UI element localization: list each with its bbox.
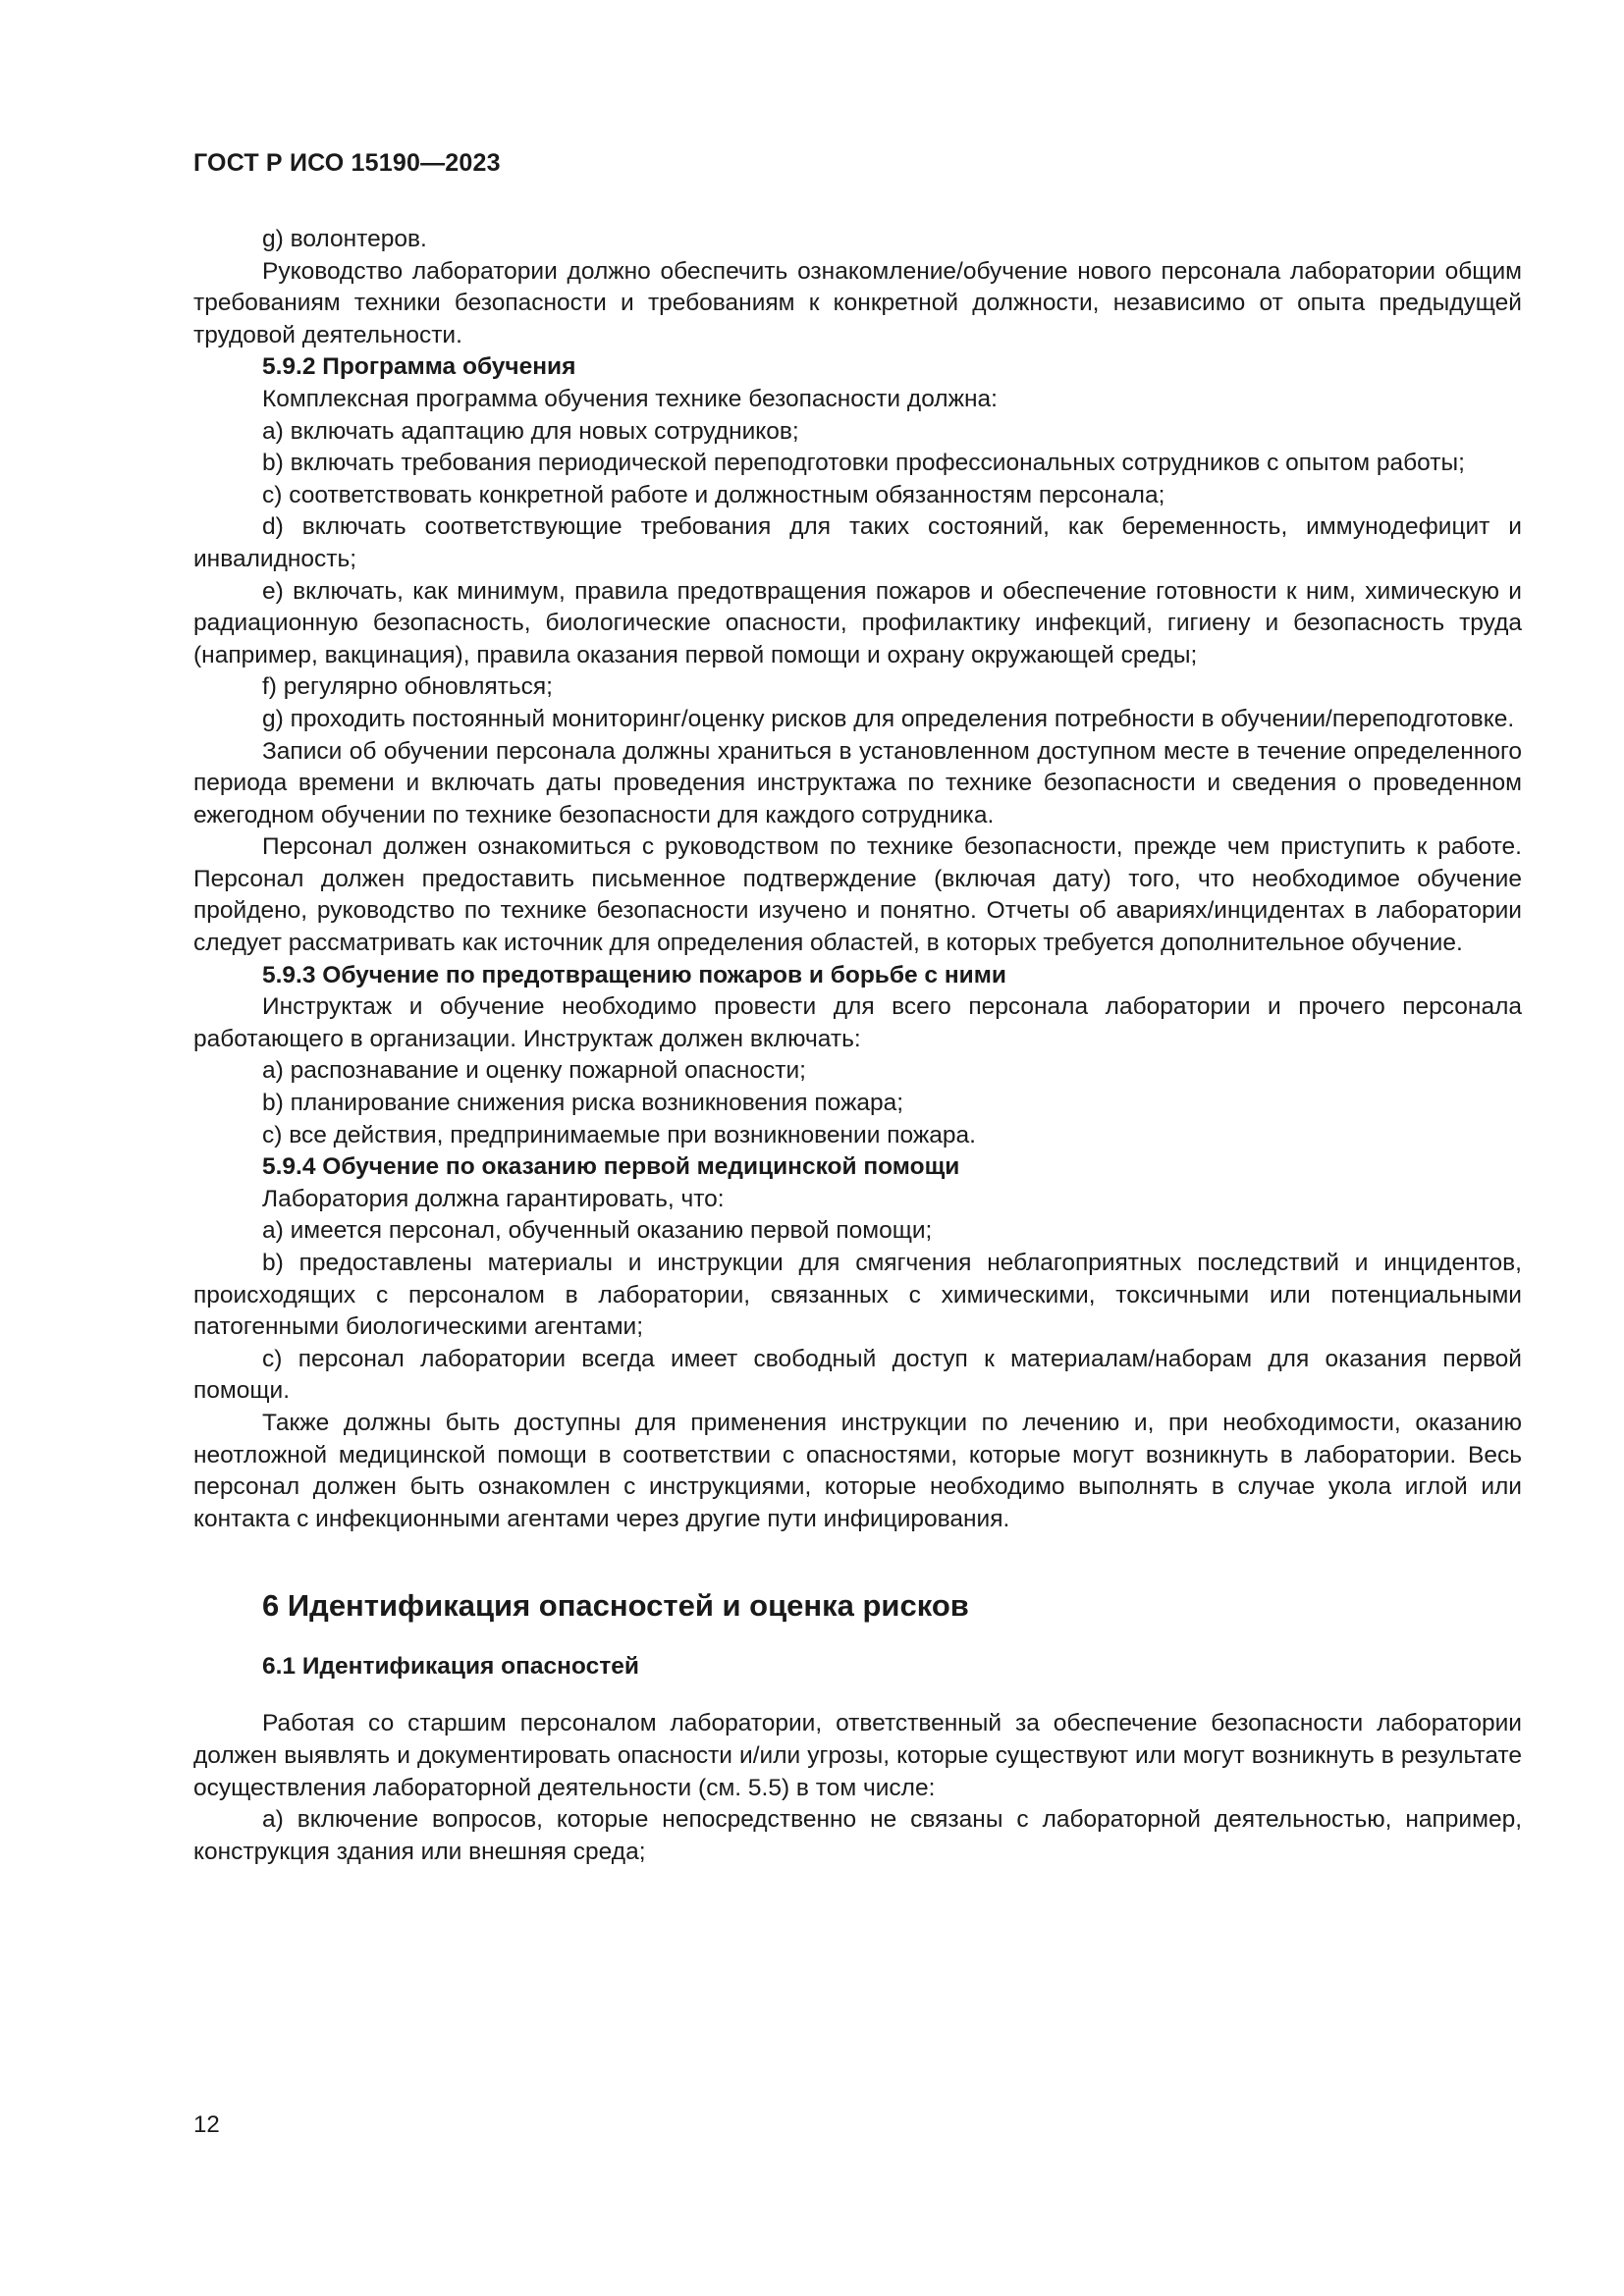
document-body	[193, 224, 1522, 1868]
list-item-g-volunteers: g) волонтеров.	[262, 226, 427, 252]
list-item: a) включение вопросов, которые непосредственно не связаны с лабораторной деятельностью, например, конструкция здания или внешняя среда;	[193, 1806, 1522, 1865]
list-item: a) распознавание и оценку пожарной опасности;	[262, 1057, 806, 1085]
paragraph: Записи об обучении персонала должны храниться в установленном доступном месте в течение определенного периода времени и включать даты проведения инструктажа по технике безопасности и сведения о проведенном ежегодном обучении по технике безопасности для каждого сотрудника.	[193, 737, 1522, 828]
list-item: c) персонал лаборатории всегда имеет свободный доступ к материалам/наборам для оказания первой помощи.	[193, 1345, 1522, 1405]
list-item: a) имеется персонал, обученный оказанию первой помощи;	[262, 1217, 933, 1245]
subsection-heading-5-9-3: 5.9.3 Обучение по предотвращению пожаров и борьбе с ними	[262, 961, 1006, 988]
paragraph: Работая со старшим персоналом лаборатории, ответственный за обеспечение безопасности лаборатории должен выявлять и документировать опасности и/или угрозы, которые существуют или могут возникнуть в результате осуществления лабораторной деятельности (см. 5.5) в том числе:	[193, 1710, 1522, 1801]
page-number: 12	[193, 2111, 220, 2138]
subsection-heading-5-9-4: 5.9.4 Обучение по оказанию первой медицинской помощи	[262, 1153, 960, 1181]
paragraph: Инструктаж и обучение необходимо провести для всего персонала лаборатории и прочего персонала работающего в организации. Инструктаж должен включать:	[193, 993, 1522, 1052]
list-item: a) включать адаптацию для новых сотрудников;	[262, 417, 799, 445]
document-header: ГОСТ Р ИСО 15190—2023	[193, 149, 501, 177]
paragraph: Лаборатория должна гарантировать, что:	[262, 1185, 725, 1212]
list-item: e) включать, как минимум, правила предотвращения пожаров и обеспечение готовности к ним, химическую и радиационную безопасность, биологические опасности, профилактику инфекций, гигиену и безопасность труда (например, вакцинация), правила оказания первой помощи и охрану окружающей среды;	[193, 577, 1522, 668]
subsection-heading-6-1: 6.1 Идентификация опасностей	[262, 1653, 639, 1681]
section-heading-6: 6 Идентификация опасностей и оценка рисков	[262, 1588, 969, 1624]
list-item: f) регулярно обновляться;	[262, 673, 553, 701]
paragraph: Персонал должен ознакомиться с руководством по технике безопасности, прежде чем приступить к работе. Персонал должен предоставить письменное подтверждение (включая дату) того, что необходимое обучение пройдено, руководство по технике безопасности изучено и понятно. Отчеты об авариях/инцидентах в лаборатории следует рассматривать как источник для определения областей, в которых требуется дополнительное обучение.	[193, 833, 1522, 957]
list-item: b) включать требования периодической переподготовки профессиональных сотрудников с опытом работы;	[262, 450, 1465, 477]
paragraph: Руководство лаборатории должно обеспечить ознакомление/обучение нового персонала лаборатории общим требованиям техники безопасности и требованиям к конкретной должности, независимо от опыта предыдущей трудовой деятельности.	[193, 257, 1522, 348]
subsection-heading-5-9-2: 5.9.2 Программа обучения	[262, 353, 576, 381]
list-item: g) проходить постоянный мониторинг/оценку рисков для определения потребности в обучении/переподготовке.	[262, 705, 1515, 732]
paragraph: Комплексная программа обучения технике безопасности должна:	[262, 385, 998, 412]
list-item: c) все действия, предпринимаемые при возникновении пожара.	[262, 1121, 976, 1148]
list-item: d) включать соответствующие требования для таких состояний, как беременность, иммунодефицит и инвалидность;	[193, 513, 1522, 572]
list-item: b) планирование снижения риска возникновения пожара;	[262, 1090, 904, 1117]
paragraph: Также должны быть доступны для применения инструкции по лечению и, при необходимости, оказанию неотложной медицинской помощи в соответствии с опасностями, которые могут возникнуть в лаборатории. Весь персонал должен быть ознакомлен с инструкциями, которые необходимо выполнять в случае укола иглой или контакта с инфекционными агентами через другие пути инфицирования.	[193, 1409, 1522, 1532]
list-item: c) соответствовать конкретной работе и должностным обязанностям персонала;	[262, 481, 1165, 508]
list-item: b) предоставлены материалы и инструкции для смягчения неблагоприятных последствий и инцидентов, происходящих с персоналом в лаборатории, связанных с химическими, токсичными или потенциальными патогенными биологическими агентами;	[193, 1250, 1522, 1341]
document-page	[193, 0, 1522, 2296]
